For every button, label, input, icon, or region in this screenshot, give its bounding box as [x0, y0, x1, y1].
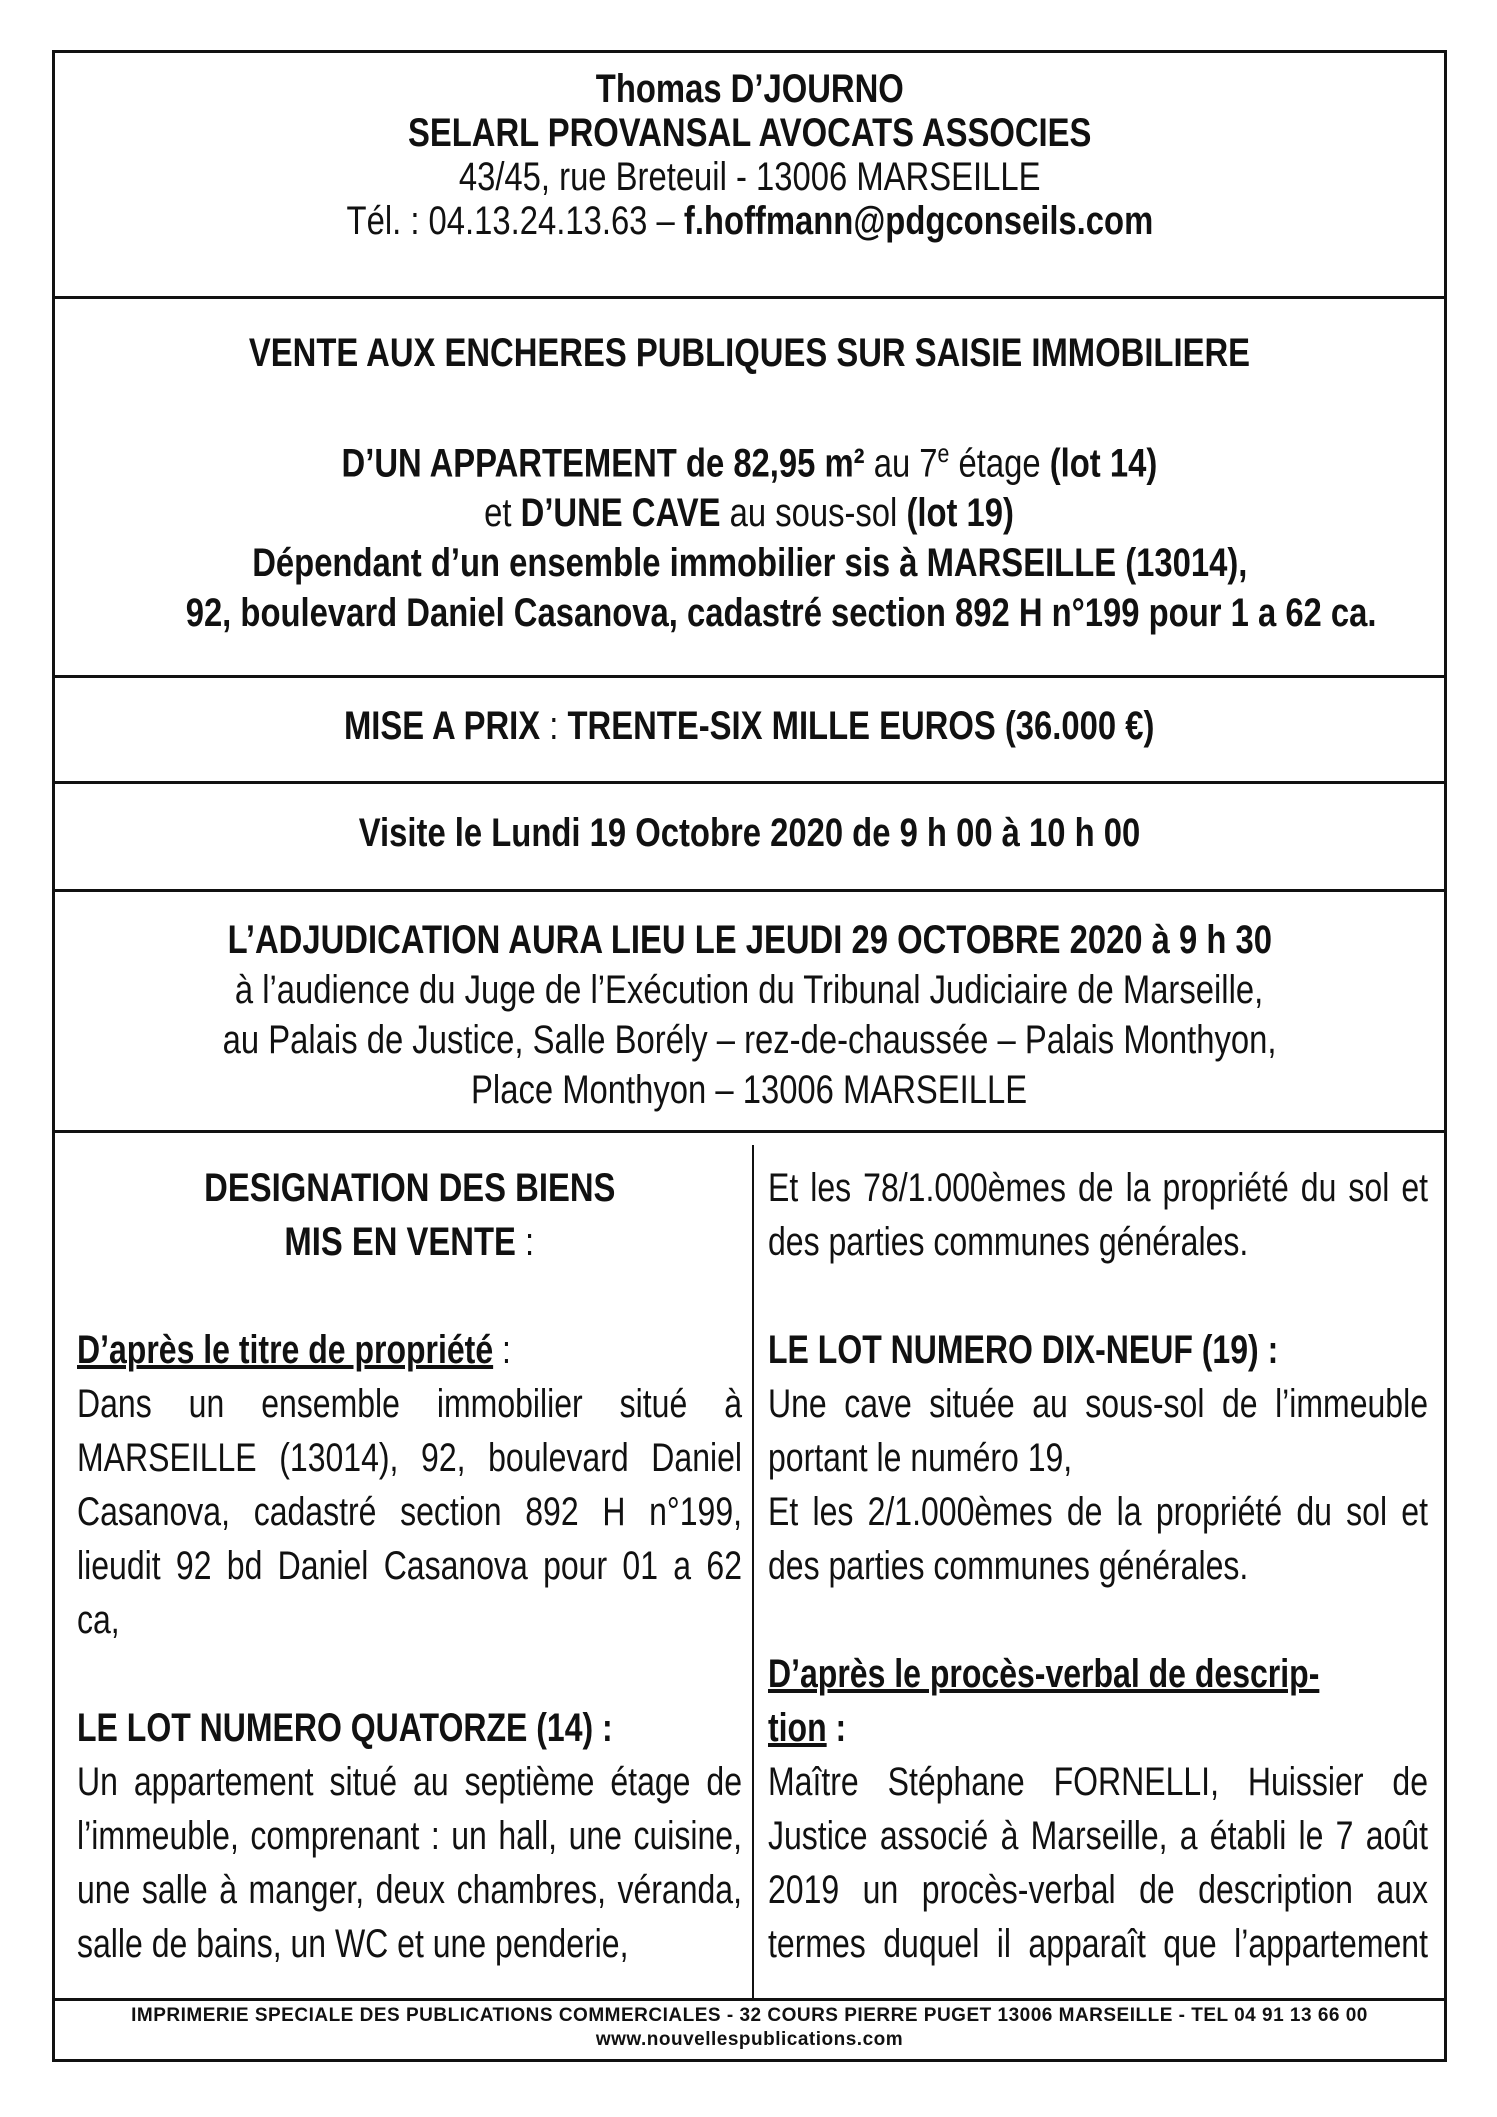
subheading-colon: :	[826, 1706, 847, 1750]
right-paragraph-line: termes duquel il apparaît que l’appartement	[768, 1922, 1428, 1966]
sale-title: VENTE AUX ENCHERES PUBLIQUES SUR SAISIE IMMOBILIERE	[248, 331, 1251, 375]
designation-heading-2: MIS EN VENTE	[284, 1220, 517, 1264]
divider	[55, 889, 1444, 892]
and-word: et	[484, 491, 522, 536]
divider	[55, 296, 1444, 299]
price-label: MISE A PRIX	[344, 704, 541, 748]
designation-left-column	[77, 1161, 742, 2016]
left-paragraph-line: ca,	[77, 1598, 120, 1642]
floor-word: étage	[949, 441, 1050, 486]
firm-address: 43/45, rue Breteuil - 13006 MARSEILLE	[458, 155, 1041, 199]
divider	[55, 1998, 1444, 2001]
lot-14-ref: (lot 14)	[1049, 441, 1158, 486]
right-paragraph-line: Justice associé à Marseille, a établi le 7 août	[768, 1814, 1428, 1858]
printer-footer	[55, 2004, 1444, 2052]
property-location: Dépendant d’un ensemble immobilier sis à MARSEILLE (13014),	[251, 541, 1248, 586]
left-paragraph-line: salle de bains, un WC et une penderie,	[77, 1922, 629, 1966]
right-paragraph-line: Et les 78/1.000èmes de la propriété du sol et	[768, 1166, 1428, 1210]
left-paragraph-line: Casanova, cadastré section 892 H n°199,	[77, 1490, 742, 1534]
right-paragraph-line: 2019 un procès-verbal de description aux	[768, 1868, 1428, 1912]
law-firm-name: SELARL PROVANSAL AVOCATS ASSOCIES	[407, 111, 1092, 155]
reserve-price	[55, 701, 1444, 751]
legal-notice-frame	[52, 50, 1447, 2062]
printer-info: IMPRIMERIE SPECIALE DES PUBLICATIONS COMMERCIALES - 32 COURS PIERRE PUGET 13006 MARSEILLE - TEL 04 91 13 66 00	[131, 2005, 1368, 2026]
right-paragraph-line: des parties communes générales.	[768, 1544, 1249, 1588]
right-paragraph-line: Une cave située au sous-sol de l’immeuble	[768, 1382, 1428, 1426]
sale-description	[55, 328, 1444, 638]
heading-colon: :	[516, 1220, 535, 1264]
left-paragraph-line: une salle à manger, deux chambres, véranda,	[77, 1868, 742, 1912]
adjudication-title: L’ADJUDICATION AURA LIEU LE JEUDI 29 OCTOBRE 2020 à 9 h 30	[227, 918, 1272, 962]
title-deed-subheading: D’après le titre de propriété	[77, 1328, 494, 1372]
lot-19-ref: (lot 19)	[906, 491, 1015, 536]
divider	[55, 781, 1444, 784]
apartment-label: D’UN APPARTEMENT de 82,95 m²	[341, 441, 865, 486]
visit-info	[55, 808, 1444, 858]
column-separator	[752, 1145, 754, 2000]
firm-email: f.hoffmann@pdgconseils.com	[683, 199, 1153, 243]
description-report-subheading-cont: tion	[768, 1706, 827, 1750]
right-paragraph-line: Maître Stéphane FORNELLI, Huissier de	[768, 1760, 1428, 1804]
lot-19-title: LE LOT NUMERO DIX-NEUF (19) :	[768, 1328, 1279, 1372]
floor-prefix: au 7	[864, 441, 938, 486]
printer-website: www.nouvellespublications.com	[595, 2029, 904, 2050]
lot-14-title: LE LOT NUMERO QUATORZE (14) :	[77, 1706, 613, 1750]
adjudication-info	[55, 915, 1444, 1115]
lawyer-header	[55, 67, 1444, 243]
divider	[55, 675, 1444, 678]
cadastral-reference: 92, boulevard Daniel Casanova, cadastré section 892 H n°199 pour 1 a 62 ca.	[185, 591, 1377, 636]
designation-heading-1: DESIGNATION DES BIENS	[203, 1166, 616, 1210]
firm-phone: Tél. : 04.13.24.13.63 –	[346, 199, 684, 243]
divider	[55, 1130, 1444, 1133]
price-value: TRENTE-SIX MILLE EUROS (36.000 €)	[567, 704, 1155, 748]
visit-text: Visite le Lundi 19 Octobre 2020 de 9 h 00 à 10 h 00	[358, 811, 1141, 855]
left-paragraph-line: Un appartement situé au septième étage de	[77, 1760, 742, 1804]
left-paragraph-line: lieudit 92 bd Daniel Casanova pour 01 a 62	[77, 1544, 742, 1588]
floor-sup: e	[937, 438, 950, 468]
adjudication-line-3: Place Monthyon – 13006 MARSEILLE	[471, 1068, 1028, 1112]
right-paragraph-line: portant le numéro 19,	[768, 1436, 1073, 1480]
lawyer-name: Thomas D’JOURNO	[595, 67, 904, 111]
adjudication-line-1: à l’audience du Juge de l’Exécution du Tribunal Judiciaire de Marseille,	[235, 968, 1264, 1012]
price-separator: :	[540, 704, 568, 748]
basement-word: au sous-sol	[720, 491, 907, 536]
right-paragraph-line: des parties communes générales.	[768, 1220, 1249, 1264]
cellar-label: D’UNE CAVE	[521, 491, 721, 536]
right-paragraph-line: Et les 2/1.000èmes de la propriété du sol et	[768, 1490, 1428, 1534]
description-report-subheading: D’après le procès-verbal de descrip-	[768, 1652, 1320, 1696]
adjudication-line-2: au Palais de Justice, Salle Borély – rez-de-chaussée – Palais Monthyon,	[222, 1018, 1277, 1062]
left-paragraph-line: Dans un ensemble immobilier situé à	[77, 1382, 742, 1426]
left-paragraph-line: MARSEILLE (13014), 92, boulevard Daniel	[77, 1436, 742, 1480]
designation-right-column	[768, 1161, 1428, 2016]
left-paragraph-line: l’immeuble, comprenant : un hall, une cuisine,	[77, 1814, 742, 1858]
subheading-colon: :	[493, 1328, 511, 1372]
